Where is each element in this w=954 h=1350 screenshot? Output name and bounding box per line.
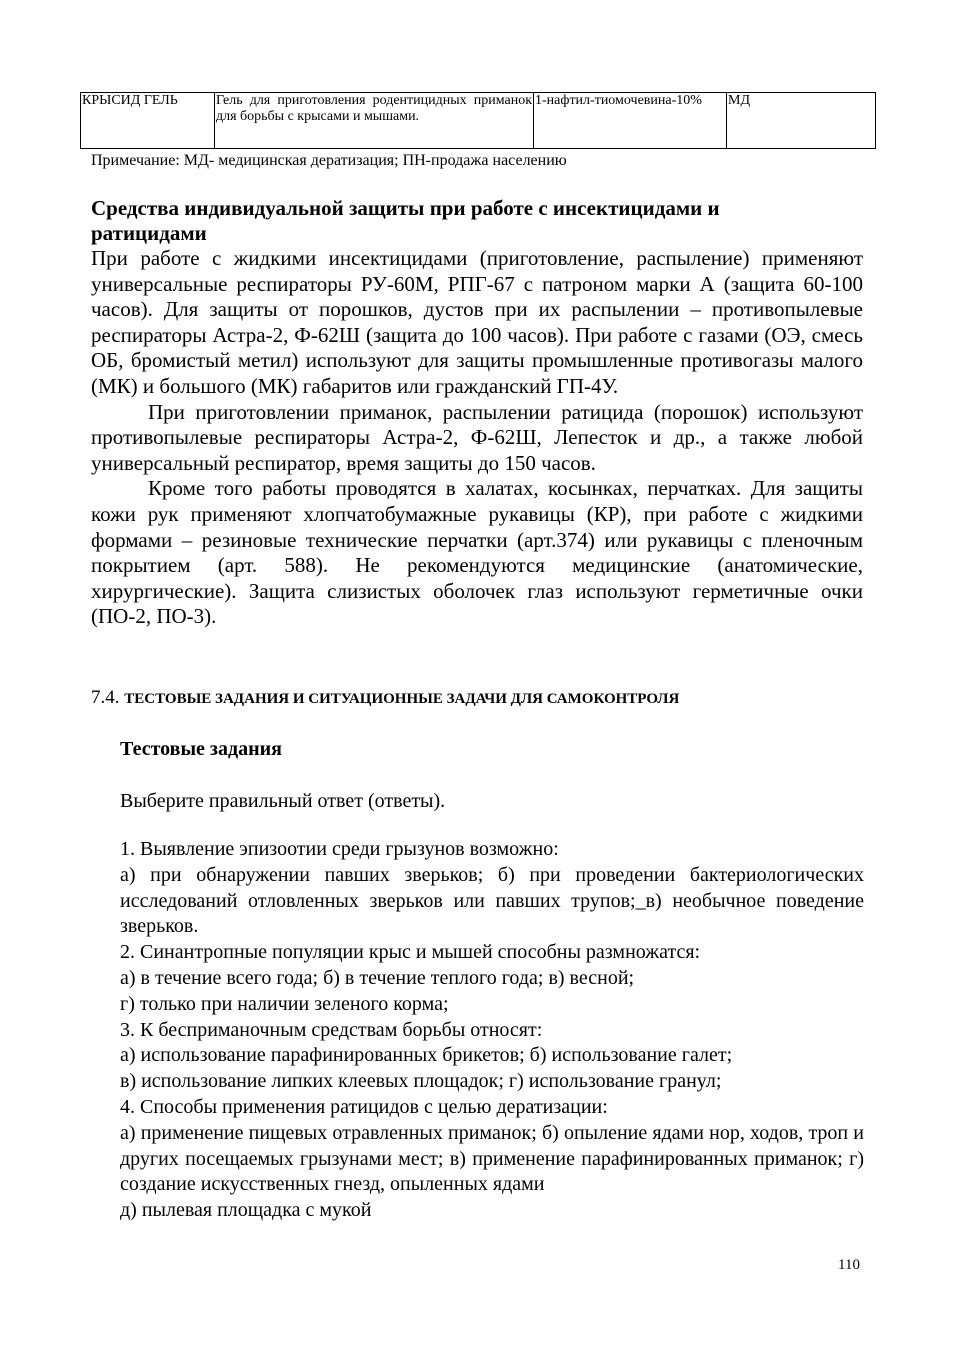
question-text: 2. Синантропные популяции крыс и мышей способны размножатся: (120, 941, 701, 964)
table-row (81, 93, 876, 149)
page-number: 110 (838, 1257, 860, 1273)
question-text: 3. К бесприманочным средствам борьбы относят: (120, 1018, 543, 1041)
table-cell-description: Гель для приготовления родентицидных приманок для борьбы с крысами и мышами. (215, 93, 534, 149)
paragraph: При приготовлении приманок, распылении ратицида (порошок) используют противопылевые респираторы Астра-2, Ф-62Ш, Лепесток и др., а также любой универсальный респиратор, время защиты до 150 часов. (91, 399, 863, 475)
question-text: 1. Выявление эпизоотии среди грызунов возможно: (120, 838, 559, 860)
question-options: в) использование липких клеевых площадок; г) использование гранул; (120, 1070, 722, 1093)
question-options: г) только при наличии зеленого корма; (120, 992, 449, 1015)
paragraph: Кроме того работы проводятся в халатах, косынках, перчатках. Для защиты кожи рук применяют хлопчатобумажные рукавицы (КР), при работе с жидкими формами – резиновые технические перчатки (арт.374) или рукавицы с пленочным покрытием (арт. 588). Не рекомендуются медицинские (анатомические, хирургические). Защита слизистых оболочек глаз используют герметичные очки (ПО-2, ПО-3). (91, 476, 863, 629)
tests-section-heading (91, 686, 679, 711)
question-options: д) пылевая площадка с мукой (120, 1199, 372, 1222)
tests-subtitle: Тестовые задания (120, 738, 282, 760)
question-text: 4. Способы применения ратицидов с целью дератизации: (120, 1095, 608, 1118)
questions-list (120, 837, 864, 1224)
table-cell-agent: 1-нафтил-тиомочевина-10% (534, 93, 727, 149)
section-title: Средства индивидуальной защиты при работе с инсектицидами и ратицидами (91, 196, 720, 245)
rodenticide-table (80, 92, 876, 149)
section-heading-text: ТЕСТОВЫЕ ЗАДАНИЯ И СИТУАЦИОННЫЕ ЗАДАЧИ ДЛЯ САМОКОНТРОЛЯ (124, 691, 680, 707)
table-note: Примечание: МД- медицинская дератизация; ПН-продажа населению (91, 152, 567, 169)
section-body (91, 246, 863, 630)
section-number: 7.4. (91, 687, 120, 708)
question-options: а) использование парафинированных брикетов; б) использование галет; (120, 1044, 733, 1067)
question-options: а) применение пищевых отравленных приманок; б) опыление ядами нор, ходов, троп и других посещаемых грызунами мест; в) применение парафинированных приманок; г) создание искусственных гнезд, опыленных ядами (120, 1121, 864, 1196)
table-cell-name: КРЫСИД ГЕЛЬ (81, 93, 215, 149)
instruction-text: Выберите правильный ответ (ответы). (120, 790, 446, 812)
question-options: а) в течение всего года; б) в течение теплого года; в) весной; (120, 966, 635, 989)
question-options: а) при обнаружении павших зверьков; б) при проведении бактериологических исследований отловленных зверьков или павших трупов;_в) необычное поведение зверьков. (120, 863, 864, 938)
table-cell-usage: МД (727, 93, 876, 149)
paragraph: При работе с жидкими инсектицидами (приготовление, распыление) применяют универсальные респираторы РУ-60М, РПГ-67 с патроном марки А (защита 60-100 часов). Для защиты от порошков, дустов при их распылении – противопылевые респираторы Астра-2, Ф-62Ш (защита до 100 часов). При работе с газами (ОЭ, смесь ОБ, бромистый метил) используют для защиты промышленные противогазы малого (МК) и большого (МК) габаритов или гражданский ГП-4У. (91, 246, 863, 398)
